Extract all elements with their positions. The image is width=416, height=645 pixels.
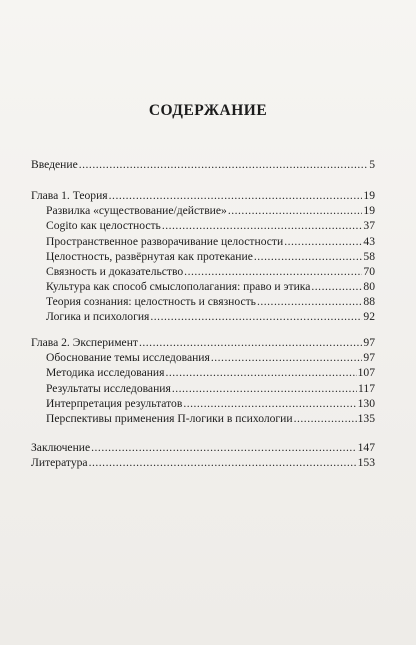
toc-entry-page: 117 — [358, 382, 375, 395]
toc-entry-introduction — [0, 157, 416, 173]
toc-entry-label: Логика и психология — [46, 310, 150, 323]
toc-entry-page: 97 — [363, 336, 375, 349]
page-title: СОДЕРЖАНИЕ — [148, 102, 268, 119]
toc-entry-page: 147 — [357, 441, 375, 454]
toc-entry-page: 58 — [363, 250, 375, 263]
toc-entry-page: 97 — [363, 351, 375, 364]
dot-leader — [139, 335, 362, 351]
toc-entry-label: Интерпретация результатов — [46, 397, 183, 410]
toc-entry-section — [0, 218, 416, 234]
dot-leader — [184, 264, 362, 280]
dot-leader — [89, 455, 357, 471]
toc-entry-page: 19 — [363, 204, 375, 217]
dot-leader — [165, 365, 356, 381]
toc-entry-section — [0, 309, 416, 325]
dot-leader — [162, 218, 363, 234]
toc-entry-section — [0, 264, 416, 280]
dot-leader — [91, 440, 356, 456]
toc-entry-section — [0, 279, 416, 295]
toc-entry-section — [0, 249, 416, 265]
toc-entry-page: 130 — [357, 397, 375, 410]
dot-leader — [311, 279, 362, 295]
toc-entry-page: 19 — [363, 189, 375, 202]
toc-entry-label: Перспективы применения П-логики в психологии — [46, 412, 293, 425]
dot-leader — [257, 294, 362, 310]
dot-leader — [254, 249, 363, 265]
dot-leader — [172, 381, 357, 397]
toc-entry-page: 135 — [357, 412, 375, 425]
toc-entry-page: 153 — [357, 456, 375, 469]
toc-entry-section — [0, 381, 416, 397]
toc-entry-page: 88 — [363, 295, 375, 308]
toc-entry-chapter-2 — [0, 335, 416, 351]
toc-entry-page: 43 — [363, 235, 375, 248]
toc-entry-label: Обоснование темы исследования — [46, 351, 210, 364]
toc-entry-section — [0, 350, 416, 366]
toc-entry-label: Результаты исследования — [46, 382, 171, 395]
dot-leader — [294, 411, 357, 427]
toc-entry-conclusion — [0, 440, 416, 456]
toc-entry-label: Теория сознания: целостность и связность — [46, 295, 256, 308]
toc-entry-section — [0, 396, 416, 412]
toc-entry-page: 92 — [363, 310, 375, 323]
toc-entry-label: Пространственное разворачивание целостности — [46, 235, 284, 248]
toc-entry-label: Развилка «существование/действие» — [46, 204, 227, 217]
toc-entry-references — [0, 455, 416, 471]
toc-entry-section — [0, 203, 416, 219]
dot-leader — [284, 234, 362, 250]
toc-entry-page: 80 — [363, 280, 375, 293]
toc-entry-label: Заключение — [31, 441, 91, 454]
toc-entry-page: 37 — [363, 219, 375, 232]
toc-entry-label: Целостность, развёрнутая как протекание — [46, 250, 253, 263]
dot-leader — [109, 188, 363, 204]
toc-entry-section — [0, 294, 416, 310]
dot-leader — [211, 350, 363, 366]
toc-entry-section — [0, 411, 416, 427]
toc-entry-label: Культура как способ смыслополагания: право и этика — [46, 280, 311, 293]
toc-entry-label: Методика исследования — [46, 366, 165, 379]
toc-entry-page: 107 — [357, 366, 375, 379]
dot-leader — [183, 396, 356, 412]
toc-entry-page: 70 — [363, 265, 375, 278]
toc-entry-label: Глава 2. Эксперимент — [31, 336, 138, 349]
toc-entry-chapter-1 — [0, 188, 416, 204]
dot-leader — [150, 309, 362, 325]
toc-entry-label: Литература — [31, 456, 88, 469]
toc-entry-label: Связность и доказательство — [46, 265, 184, 278]
toc-entry-section — [0, 365, 416, 381]
toc-entry-page: 5 — [369, 158, 375, 171]
toc-entry-section — [0, 234, 416, 250]
toc-entry-label: Глава 1. Теория — [31, 189, 108, 202]
dot-leader — [228, 203, 363, 219]
toc-entry-label: Cogito как целостность — [46, 219, 161, 232]
toc-entry-label: Введение — [31, 158, 78, 171]
dot-leader — [79, 157, 368, 173]
